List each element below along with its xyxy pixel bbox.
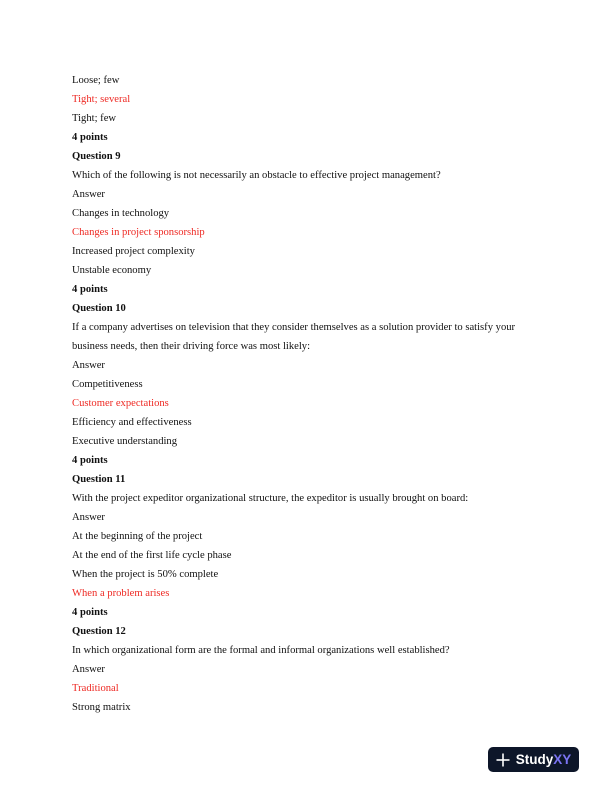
answer-highlighted: Tight; several: [72, 94, 131, 105]
text-line: Unstable economy: [72, 265, 152, 276]
text-line: Increased project complexity: [72, 246, 195, 257]
badge-text-main: Study: [515, 752, 554, 767]
text-line: Changes in technology: [72, 208, 170, 219]
text-line: Answer: [72, 189, 105, 200]
document-body: [72, 71, 552, 717]
text-line: Executive understanding: [72, 436, 178, 447]
points-label: 4 points: [72, 607, 108, 618]
question-heading: Question 9: [72, 151, 121, 162]
answer-highlighted: Traditional: [72, 683, 119, 694]
plus-cross-icon: [496, 753, 510, 767]
text-line: Answer: [72, 360, 105, 371]
text-line: At the beginning of the project: [72, 531, 203, 542]
badge-text-accent: XY: [553, 752, 572, 767]
text-line: When the project is 50% complete: [72, 569, 219, 580]
text-line: With the project expeditor organizational structure, the expeditor is usually brought on board:: [72, 493, 469, 504]
text-line: If a company advertises on television that they consider themselves as a solution provider to satisfy your: [72, 322, 516, 333]
text-line: Strong matrix: [72, 702, 131, 713]
text-line: Answer: [72, 664, 105, 675]
question-heading: Question 12: [72, 626, 126, 637]
answer-highlighted: Changes in project sponsorship: [72, 227, 205, 238]
text-line: Which of the following is not necessarily an obstacle to effective project management?: [72, 170, 441, 181]
answer-highlighted: When a problem arises: [72, 588, 170, 599]
text-line: Loose; few: [72, 75, 120, 86]
question-heading: Question 11: [72, 474, 126, 485]
points-label: 4 points: [72, 284, 108, 295]
text-line: Tight; few: [72, 113, 117, 124]
text-line: Efficiency and effectiveness: [72, 417, 192, 428]
text-line: In which organizational form are the formal and informal organizations well established?: [72, 645, 450, 656]
text-line: Answer: [72, 512, 105, 523]
text-line: business needs, then their driving force was most likely:: [72, 341, 311, 352]
answer-highlighted: Customer expectations: [72, 398, 169, 409]
points-label: 4 points: [72, 132, 108, 143]
studyxy-badge[interactable]: [488, 747, 579, 772]
points-label: 4 points: [72, 455, 108, 466]
question-heading: Question 10: [72, 303, 126, 314]
text-line: Competitiveness: [72, 379, 143, 390]
text-line: At the end of the first life cycle phase: [72, 550, 232, 561]
